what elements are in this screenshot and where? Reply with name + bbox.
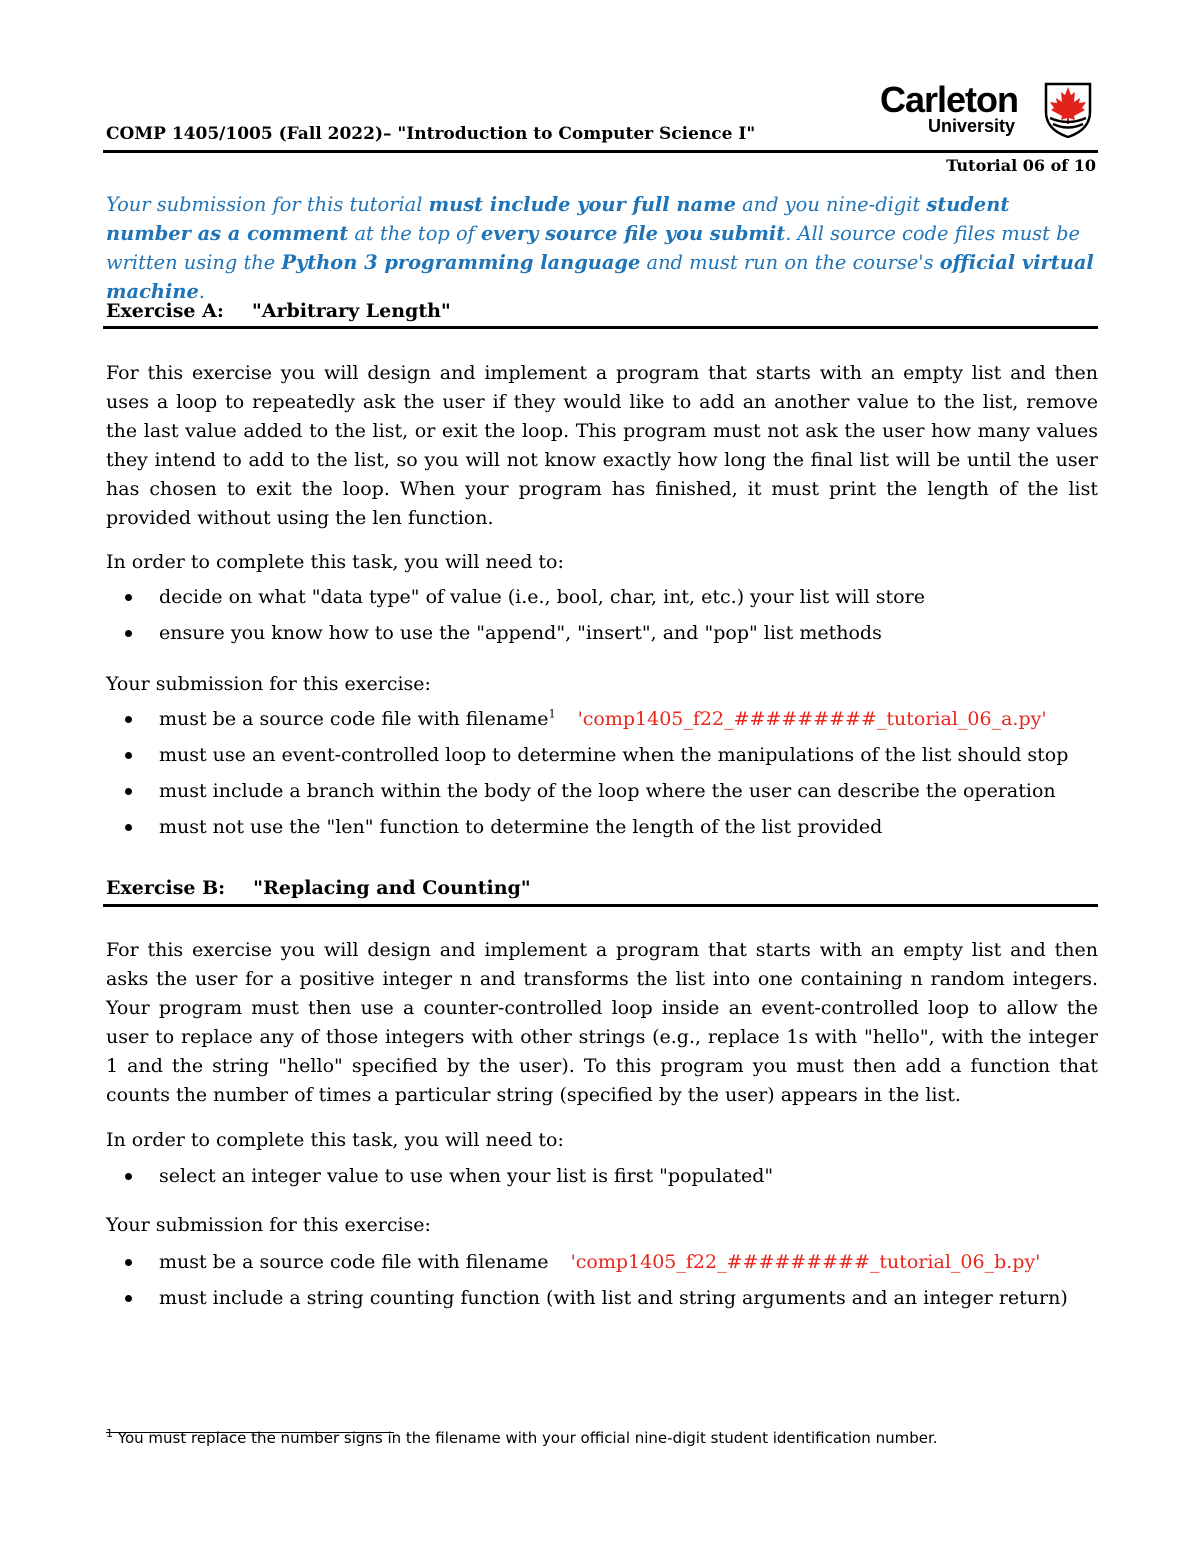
bullet-icon xyxy=(125,630,132,637)
exercise-b-description: For this exercise you will design and implement a program that starts with an empty list and then asks the user for a positive integer n and transforms the list into one containing n random integers. Your program must then use a counter-controlled loop inside an event-controlled loop to allow the user to replace any of those integers with other strings (e.g., replace 1s with "hello", with the integer 1 and the string "hello" specified by the user). To this program you must then add a function that counts the number of times a particular string (specified by the user) appears in the list. xyxy=(106,939,1098,1106)
list-item: decide on what "data type" of value (i.e., bool, char, int, etc.) your list will store xyxy=(106,585,925,609)
filename-a: 'comp1405_f22_#########_tutorial_06_a.py' xyxy=(577,708,1047,730)
list-item: select an integer value to use when your list is first "populated" xyxy=(106,1164,773,1188)
list-item: must use an event-controlled loop to determine when the manipulations of the list should stop xyxy=(106,743,1068,767)
course-title: COMP 1405/1005 (Fall 2022)– "Introduction to Computer Science I" xyxy=(106,124,756,144)
logo-subtitle: University xyxy=(928,116,1016,136)
bullet-icon xyxy=(125,824,132,831)
bullet-icon xyxy=(125,1173,132,1180)
bullet-icon xyxy=(125,1259,132,1266)
carleton-logo xyxy=(880,80,1096,140)
list-item: must include a branch within the body of the loop where the user can describe the operation xyxy=(106,779,1056,803)
list-item: must be a source code file with filename 'comp1405_f22_#########_tutorial_06_b.py' xyxy=(106,1250,1040,1274)
filename-b: 'comp1405_f22_#########_tutorial_06_b.py' xyxy=(570,1251,1041,1273)
list-item: must be a source code file with filename$^1$ 'comp1405_f22_#########_tutorial_06_a.py' xyxy=(106,707,1047,731)
exercise-a-rule xyxy=(103,326,1098,329)
bullet-icon xyxy=(125,788,132,795)
exercise-a-description: For this exercise you will design and implement a program that starts with an empty list and then uses a loop to repeatedly ask the user if they would like to add an another value to the list, remove the last value added to the list, or exit the loop. This program must not ask the user how many values they intend to add to the list, so you will not know exactly how long the final list will be until the user has chosen to exit the loop. When your program has finished, it must print the length of the list provided without using the len function. xyxy=(106,362,1098,529)
bullet-icon xyxy=(125,594,132,601)
exercise-b-heading xyxy=(106,877,531,899)
exercise-b-title: "Replacing and Counting" xyxy=(253,877,531,899)
exercise-b-rule xyxy=(103,904,1098,907)
exercise-a-submission-intro: Your submission for this exercise: xyxy=(106,673,431,695)
logo-name: Carleton xyxy=(880,79,1019,120)
submission-instructions: Your submission for this tutorial must include your full name and you nine-digit student number as a comment at the top of every source file you submit. All source code files must be written using the Python 3 programming language and must run on the course's official virtual machine. xyxy=(106,193,1094,303)
bullet-icon xyxy=(125,1295,132,1302)
bullet-icon xyxy=(125,716,132,723)
list-item: must include a string counting function (with list and string arguments and an integer return) xyxy=(106,1286,1068,1310)
maple-leaf-shield-icon xyxy=(1042,82,1094,138)
footnote xyxy=(106,1428,938,1448)
exercise-a-label: Exercise A: xyxy=(106,300,224,322)
bullet-icon xyxy=(125,752,132,759)
exercise-b-need-intro: In order to complete this task, you will need to: xyxy=(106,1129,564,1151)
footnote-ref: 1 xyxy=(548,707,556,721)
footnote-text: You must replace the number signs in the filename with your official nine-digit student identification number. xyxy=(117,1429,938,1447)
header-rule xyxy=(103,150,1098,153)
footnote-mark: 1 xyxy=(106,1427,113,1440)
exercise-b-label: Exercise B: xyxy=(106,877,226,899)
exercise-b-submission-intro: Your submission for this exercise: xyxy=(106,1214,431,1236)
list-item: ensure you know how to use the "append", "insert", and "pop" list methods xyxy=(106,621,882,645)
exercise-a-need-intro: In order to complete this task, you will need to: xyxy=(106,551,564,573)
exercise-a-heading xyxy=(106,300,451,322)
list-item: must not use the "len" function to determine the length of the list provided xyxy=(106,815,882,839)
tutorial-number: Tutorial 06 of 10 xyxy=(946,156,1096,175)
exercise-a-title: "Arbitrary Length" xyxy=(251,300,451,322)
